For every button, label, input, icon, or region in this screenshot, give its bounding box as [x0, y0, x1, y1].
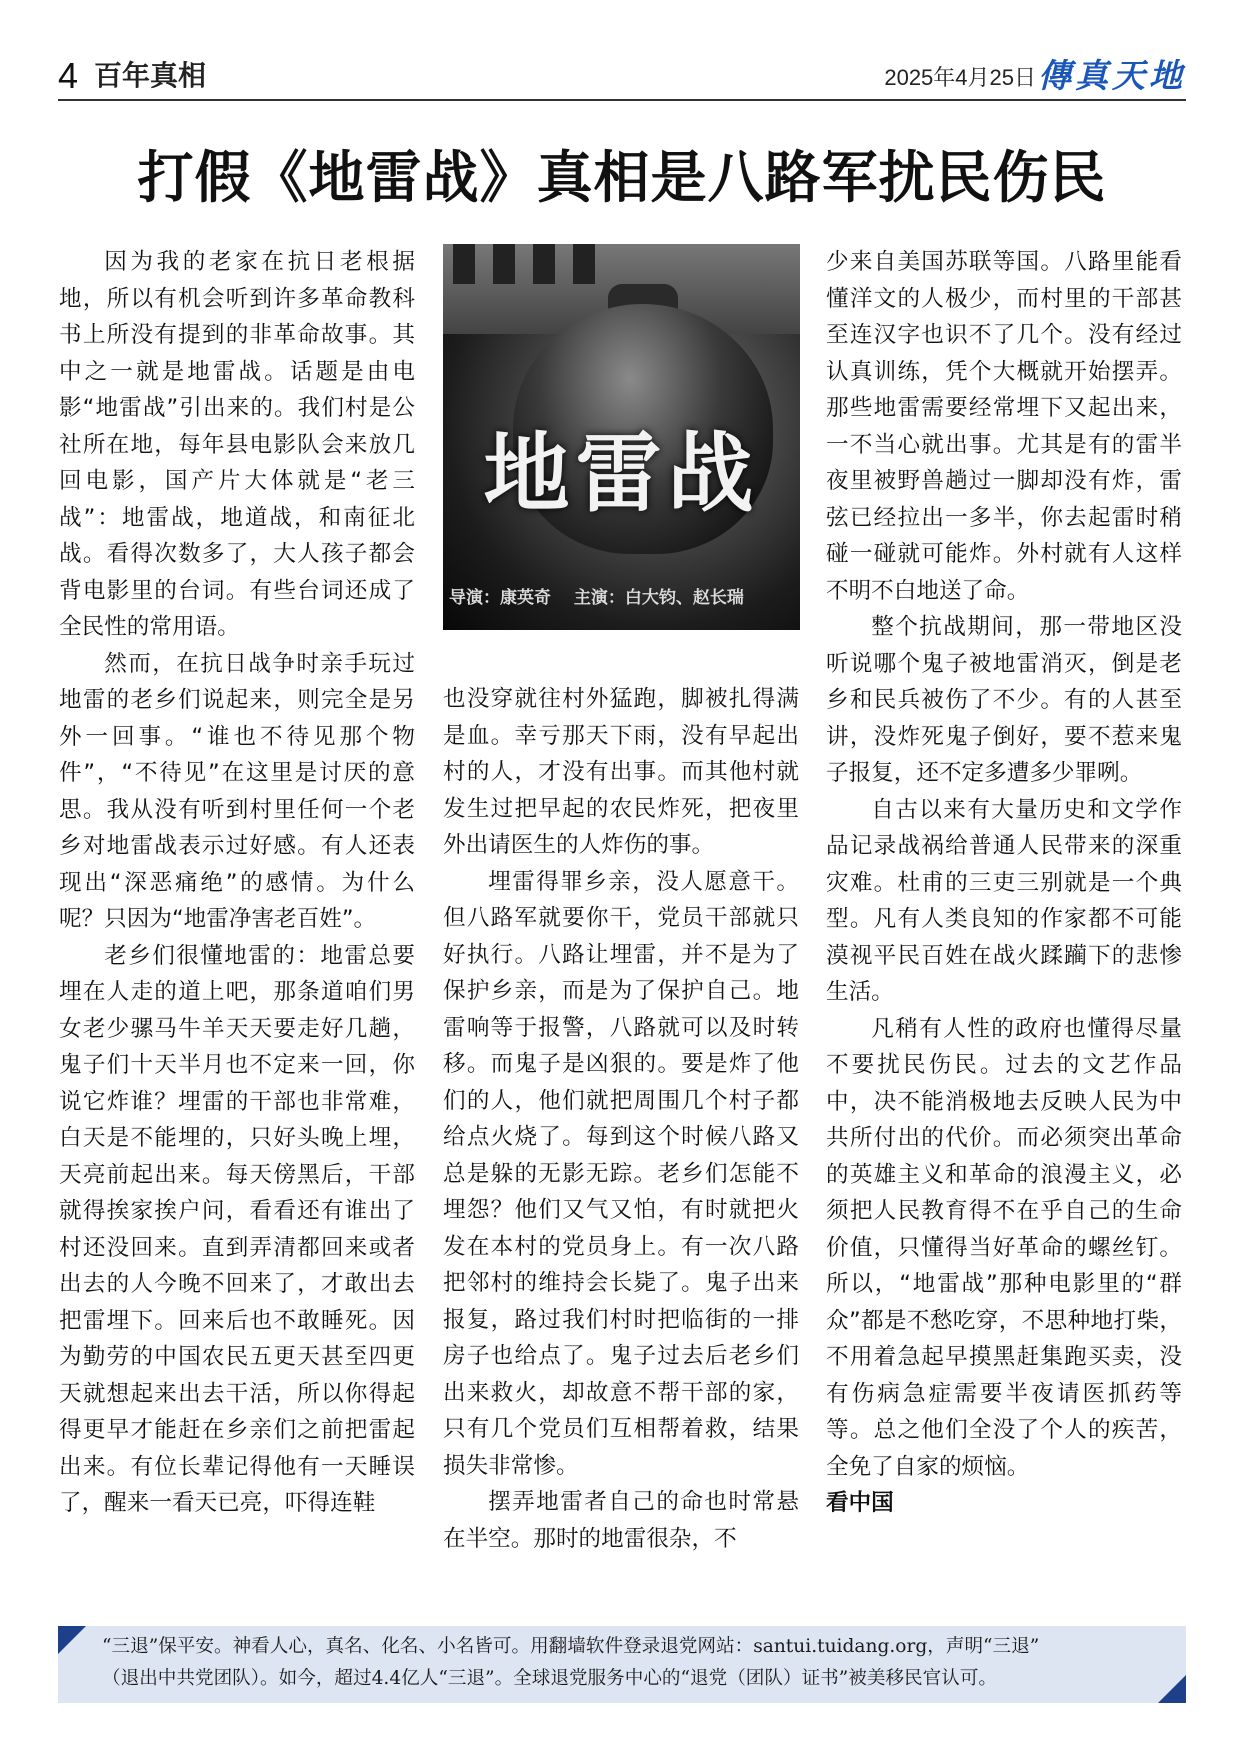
paragraph: 埋雷得罪乡亲，没人愿意干。但八路军就要你干，党员干部就只好执行。八路让埋雷，并不是为了保护乡亲，而是为了保护自己。地雷响等于报警，八路就可以及时转移。而鬼子是凶狠的。要是炸了他们的人，他们就把周围几个村子都给点火烧了。每到这个时候八路又总是躲的无影无踪。老乡们怎能不埋怨？他们又气又怕，有时就把火发在本村的党员身上。有一次八路把邻村的维持会长毙了。鬼子出来报复，路过我们村时把临街的一排房子也给点了。鬼子过去后老乡们出来救火，却故意不帮干部的家，只有几个党员们互相帮着救，结果损失非常惨。 — [443, 868, 799, 1479]
paragraph: 整个抗战期间，那一带地区没听说哪个鬼子被地雷消灭，倒是老乡和民兵被伤了不少。有的人甚至讲，没炸死鬼子倒好，要不惹来鬼子报复，还不定多遭多少罪咧。 — [826, 614, 1182, 786]
paragraph: 老乡们很懂地雷的：地雷总要埋在人走的道上吧，那条道咱们男女老少骡马牛羊天天要走好几趟，鬼子们十天半月也不定来一回，你说它炸谁？埋雷的干部也非常难，白天是不能埋的，只好头晚上埋，天亮前起出来。每天傍黑后，干部就得挨家挨户问，看看还有谁出了村还没回来。直到弄清都回来或者出去的人今晚不回来了，才敢出去把雷埋下。回来后也不敢睡死。因为勤劳的中国农民五更天甚至四更天就想起来出去干活，所以你得起得更早才能赶在乡亲们之前把雷起出来。有位长辈记得他有一天睡误了，醒来一看天已亮，吓得连鞋 — [59, 942, 415, 1516]
poster-caption: 导演：康英奇 主演：白大钧、赵长瑞 — [449, 588, 744, 608]
article-column-2 — [443, 681, 799, 1557]
paragraph: 少来自美国苏联等国。八路里能看懂洋文的人极少，而村里的干部甚至连汉字也识不了几个。没有经过认真训练，凭个大概就开始摆弄。那些地雷需要经常埋下又起出来，一不当心就出事。尤其是有的雷半夜里被野兽趟过一脚却没有炸，雷弦已经拉出一多半，你去起雷时稍碰一碰就可能炸。外村就有人这样不明不白地送了命。 — [826, 249, 1182, 604]
paragraph: 因为我的老家在抗日老根据地，所以有机会听到许多革命教科书上所没有提到的非革命故事。其中之一就是地雷战。话题是由电影“地雷战”引出来的。我们村是公社所在地，每年县电影队会来放几回电影，国产片大体就是“老三战”：地雷战，地道战，和南征北战。看得次数多了，大人孩子都会背电影里的台词。有些台词还成了全民性的常用语。 — [59, 249, 415, 640]
section-name: 百年真相 — [94, 59, 207, 92]
poster-crenel — [453, 244, 475, 284]
poster-title: 地雷战 — [483, 423, 760, 524]
page-header — [58, 54, 1186, 98]
paragraph: 然而，在抗日战争时亲手玩过地雷的老乡们说起来，则完全是另外一回事。“谁也不待见那个物件”，“不待见”在这里是讨厌的意思。我从没有听到村里任何一个老乡对地雷战表示过好感。有人还表现出“深恶痛绝”的感情。为什么呢？只因为“地雷净害老百姓”。 — [59, 650, 415, 932]
article-column-3 — [826, 244, 1182, 1522]
article-column-1 — [59, 244, 415, 1522]
corner-triangle-icon — [1158, 1675, 1186, 1703]
header-rule — [58, 99, 1186, 101]
paragraph: 自古以来有大量历史和文学作品记录战祸给普通人民带来的深重灾难。杜甫的三吏三别就是一个典型。凡有人类良知的作家都不可能漠视平民百姓在战火蹂躏下的悲惨生活。 — [826, 796, 1182, 1005]
movie-poster-image — [443, 244, 800, 630]
poster-crenel — [573, 244, 595, 284]
santui-banner — [58, 1626, 1186, 1703]
article-source: 看中国 — [826, 1490, 894, 1516]
poster-crenel — [533, 244, 555, 284]
banner-line-1: “三退”保平安。神看人心，真名、化名、小名皆可。用翻墙软件登录退党网站：santui.tuidang.org，声明“三退” — [102, 1636, 1040, 1657]
paragraph: 摆弄地雷者自己的命也时常悬在半空。那时的地雷很杂，不 — [443, 1489, 799, 1552]
poster-crenel — [493, 244, 515, 284]
corner-triangle-icon — [58, 1626, 86, 1654]
article-headline: 打假《地雷战》真相是八路军扰民伤民 — [137, 145, 1107, 211]
paragraph: 也没穿就往村外猛跑，脚被扎得满是血。幸亏那天下雨，没有早起出村的人，才没有出事。而其他村就发生过把早起的农民炸死，把夜里外出请医生的人炸伤的事。 — [443, 686, 799, 858]
paragraph: 凡稍有人性的政府也懂得尽量不要扰民伤民。过去的文艺作品中，决不能消极地去反映人民为中共所付出的代价。而必须突出革命的英雄主义和革命的浪漫主义，必须把人民教育得不在乎自己的生命价值，只懂得当好革命的螺丝钉。所以，“地雷战”那种电影里的“群众”都是不愁吃穿，不思种地打柴，不用着急起早摸黑赶集跑买卖，没有伤病急症需要半夜请医抓药等等。总之他们全没了个人的疾苦，全免了自家的烦恼。 — [826, 1015, 1182, 1480]
newspaper-brand: 傳真天地 — [1038, 56, 1186, 95]
issue-date: 2025年4月25日 — [884, 65, 1036, 90]
banner-line-2: （退出中共党团队）。如今，超过4.4亿人“三退”。全球退党服务中心的“退党（团队）证书”被美移民官认可。 — [102, 1668, 998, 1689]
page-number: 4 — [58, 55, 79, 96]
